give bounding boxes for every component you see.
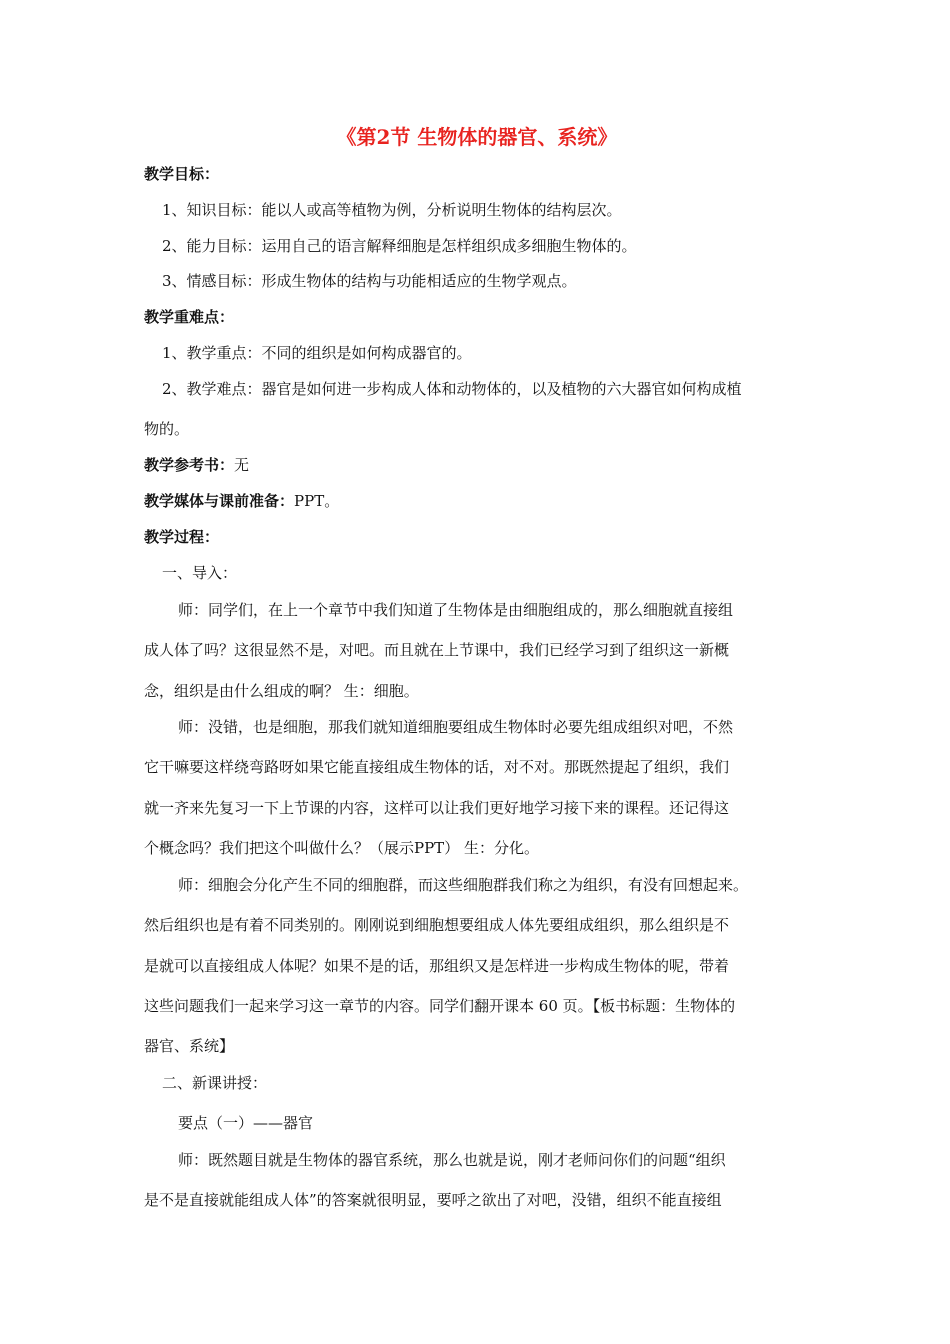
- paragraph-line: 这些问题我们一起来学习这一章节的内容。同学们翻开课本 60 页。【板书标题：生物体的: [144, 997, 736, 1015]
- objective-item-2: 2、能力目标：运用自己的语言解释细胞是怎样组织成多细胞生物体的。: [162, 237, 637, 255]
- paragraph-line: 念，组织是由什么组成的啊？ 生：细胞。: [144, 682, 419, 700]
- process-heading: 教学过程：: [144, 528, 220, 546]
- paragraph-line: 个概念吗？我们把这个叫做什么？（展示PPT） 生：分化。: [144, 839, 539, 857]
- key-point-item-2: 2、教学难点：器官是如何进一步构成人体和动物体的，以及植物的六大器官如何构成植: [162, 380, 742, 398]
- reference-label: 教学参考书：: [144, 456, 235, 474]
- paragraph-line: 师：既然题目就是生物体的器官系统，那么也就是说，刚才老师问你们的问题“组织: [178, 1151, 726, 1169]
- key-points-heading: 教学重难点：: [144, 308, 235, 326]
- objective-item-3: 3、情感目标：形成生物体的结构与功能相适应的生物学观点。: [162, 272, 577, 290]
- paragraph-line: 是就可以直接组成人体呢？如果不是的话，那组织又是怎样进一步构成生物体的呢，带着: [144, 957, 730, 975]
- section-intro: 一、导入：: [162, 564, 238, 582]
- media-label: 教学媒体与课前准备：: [144, 492, 295, 510]
- paragraph-line: 是不是直接就能组成人体”的答案就很明显，要呼之欲出了对吧，没错，组织不能直接组: [144, 1191, 722, 1209]
- reference-value: 无: [234, 456, 250, 474]
- reference-line: [144, 454, 249, 476]
- paragraph-line: 就一齐来先复习一下上节课的内容，这样可以让我们更好地学习接下来的课程。还记得这: [144, 799, 730, 817]
- media-value: PPT。: [294, 492, 340, 510]
- media-line: [144, 490, 339, 512]
- key-point-item-2-continued: 物的。: [144, 420, 190, 438]
- paragraph-line: 师：没错，也是细胞，那我们就知道细胞要组成生物体时必要先组成组织对吧，不然: [178, 718, 734, 736]
- paragraph-line: 然后组织也是有着不同类别的。刚刚说到细胞想要组成人体先要组成组织，那么组织是不: [144, 916, 730, 934]
- paragraph-line: 师：同学们，在上一个章节中我们知道了生物体是由细胞组成的，那么细胞就直接组: [178, 601, 734, 619]
- paragraph-line: 它干嘛要这样绕弯路呀如果它能直接组成生物体的话，对不对。那既然提起了组织，我们: [144, 758, 730, 776]
- document-title: 《第2节 生物体的器官、系统》: [336, 125, 618, 149]
- key-point-item-1: 1、教学重点：不同的组织是如何构成器官的。: [162, 344, 472, 362]
- paragraph-line: 师：细胞会分化产生不同的细胞群，而这些细胞群我们称之为组织，有没有回想起来。: [178, 876, 749, 894]
- point-organ: 要点（一）——器官: [178, 1114, 314, 1132]
- objectives-heading: 教学目标：: [144, 165, 220, 183]
- paragraph-line: 器官、系统】: [144, 1037, 235, 1055]
- paragraph-line: 成人体了吗？这很显然不是，对吧。而且就在上节课中，我们已经学习到了组织这一新概: [144, 641, 730, 659]
- section-new-lesson: 二、新课讲授：: [162, 1074, 268, 1092]
- objective-item-1: 1、知识目标：能以人或高等植物为例，分析说明生物体的结构层次。: [162, 201, 622, 219]
